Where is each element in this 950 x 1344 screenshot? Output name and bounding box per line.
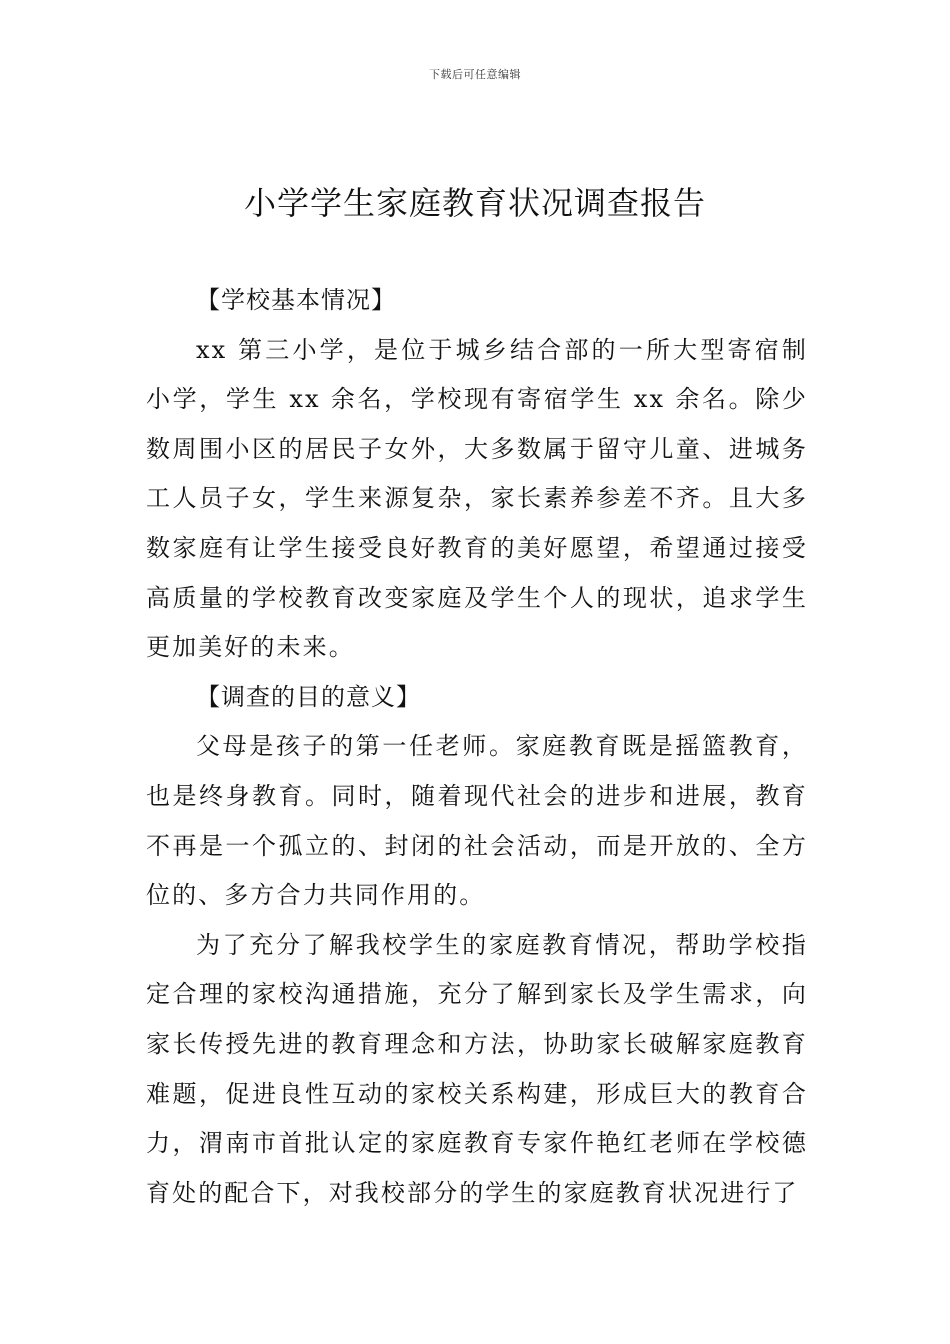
paragraph-school-info: xx 第三小学，是位于城乡结合部的一所大型寄宿制小学，学生 xx 余名，学校现有寄宿学生 xx 余名。除少数周围小区的居民子女外，大多数属于留守儿童、进城务工人员子女，学生来源复杂，家长素养参差不齐。且大多数家庭有让学生接受良好教育的美好愿望，希望通过接受高质量的学校教育改变家庭及学生个人的现状，追求学生更加美好的未来。 — [146, 335, 808, 662]
section-heading-purpose: 【调查的目的意义】 — [196, 682, 421, 711]
document-body — [146, 276, 808, 1218]
paragraph-purpose-2: 为了充分了解我校学生的家庭教育情况，帮助学校指定合理的家校沟通措施，充分了解到家长及学生需求，向家长传授先进的教育理念和方法，协助家长破解家庭教育难题，促进良性互动的家校关系构建，形成巨大的教育合力，渭南市首批认定的家庭教育专家仵艳红老师在学校德育处的配合下，对我校部分的学生的家庭教育状况进行了 — [146, 930, 808, 1207]
section-heading-school-info: 【学校基本情况】 — [196, 286, 396, 314]
page-header-note: 下载后可任意编辑 — [429, 68, 521, 81]
document-title: 小学学生家庭教育状况调查报告 — [243, 184, 706, 222]
paragraph-purpose-1: 父母是孩子的第一任老师。家庭教育既是摇篮教育，也是终身教育。同时，随着现代社会的进步和进展，教育不再是一个孤立的、封闭的社会活动，而是开放的、全方位的、多方合力共同作用的。 — [146, 732, 808, 910]
